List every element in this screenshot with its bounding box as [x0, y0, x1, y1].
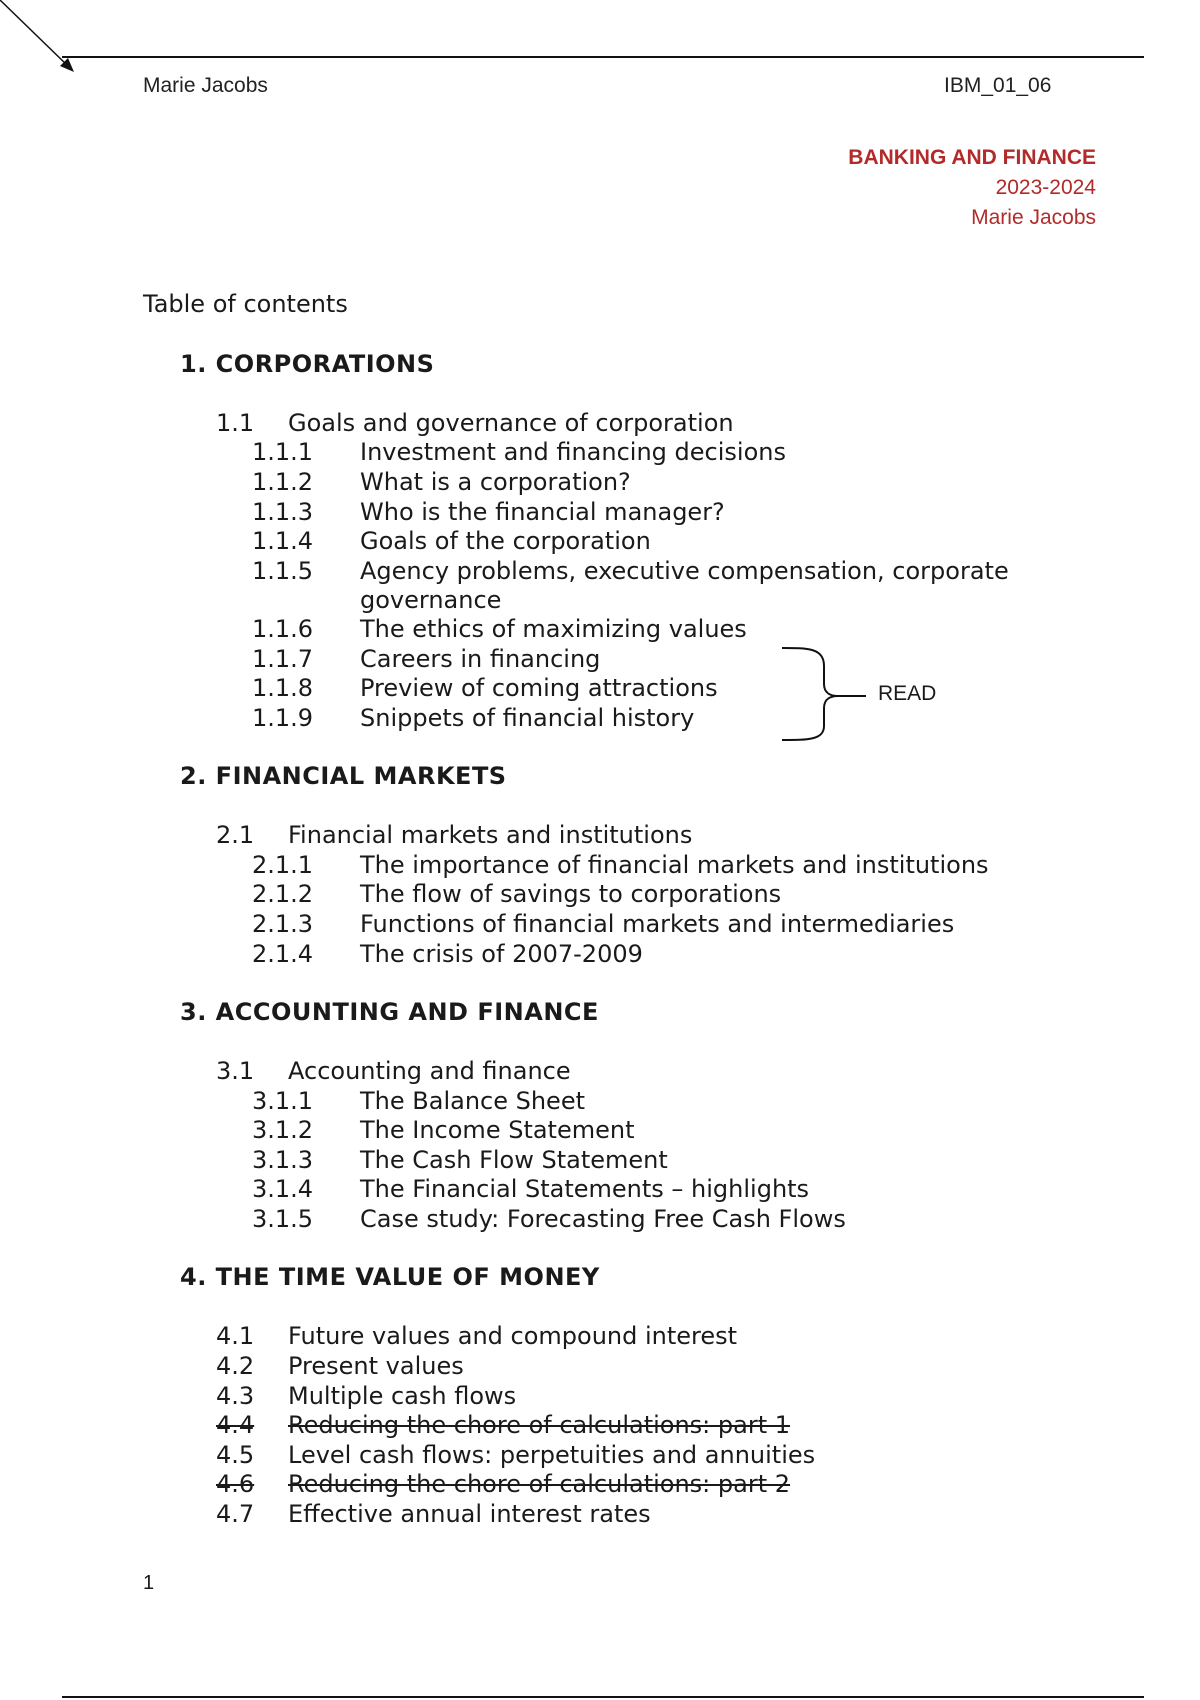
toc-text: What is a corporation? [360, 468, 631, 496]
toc-number: 4.7 [216, 1500, 255, 1528]
toc-number: 3.1.4 [252, 1175, 314, 1203]
corner-arrow-icon [0, 0, 80, 80]
toc-number: 3.1.2 [252, 1116, 314, 1144]
toc-text: The importance of financial markets and institutions [360, 851, 989, 879]
title-author: Marie Jacobs [971, 206, 1096, 229]
toc-number: 3.1 [216, 1057, 255, 1085]
toc-number: 2.1.1 [252, 851, 314, 879]
academic-year: 2023-2024 [995, 176, 1096, 199]
toc-text: Agency problems, executive compensation, corporate governance [360, 557, 1009, 614]
curly-brace-icon [778, 644, 878, 744]
toc-text: Functions of financial markets and intermediaries [360, 910, 955, 938]
toc-number: 1.1 [216, 409, 255, 437]
toc-number: 3.1.1 [252, 1087, 314, 1115]
toc-number: 1.1.5 [252, 557, 314, 585]
read-annotation: READ [878, 682, 937, 705]
toc-text: The flow of savings to corporations [360, 880, 782, 908]
toc-number: 4.1 [216, 1322, 255, 1350]
toc-text: Present values [288, 1352, 464, 1380]
toc-text: The crisis of 2007-2009 [360, 940, 643, 968]
section-heading[interactable]: 4. THE TIME VALUE OF MONEY [180, 1263, 600, 1291]
toc-number: 3.1.3 [252, 1146, 314, 1174]
header-author: Marie Jacobs [143, 74, 268, 97]
section-heading[interactable]: 1. CORPORATIONS [180, 350, 435, 378]
toc-number: 1.1.7 [252, 645, 314, 673]
toc-text: Who is the financial manager? [360, 498, 725, 526]
toc-text: Reducing the chore of calculations: part 1 [288, 1411, 791, 1439]
toc-number: 4.3 [216, 1382, 255, 1410]
toc-text: Investment and financing decisions [360, 438, 786, 466]
toc-text: Level cash flows: perpetuities and annuities [288, 1441, 816, 1469]
toc-number: 1.1.8 [252, 674, 314, 702]
toc-number: 1.1.3 [252, 498, 314, 526]
toc-number: 1.1.4 [252, 527, 314, 555]
toc-number: 1.1.9 [252, 704, 314, 732]
toc-text: The ethics of maximizing values [360, 615, 747, 643]
toc-text: Future values and compound interest [288, 1322, 738, 1350]
title-block [848, 146, 1096, 236]
header-doc-code: IBM_01_06 [944, 74, 1052, 97]
toc-number: 4.2 [216, 1352, 255, 1380]
toc-number: 2.1.2 [252, 880, 314, 908]
toc-text: The Cash Flow Statement [360, 1146, 668, 1174]
toc-text: Preview of coming attractions [360, 674, 718, 702]
toc-number: 4.6 [216, 1470, 255, 1498]
toc-text: Goals of the corporation [360, 527, 651, 555]
toc-number: 1.1.1 [252, 438, 314, 466]
toc-text: Effective annual interest rates [288, 1500, 651, 1528]
toc-number: 2.1.3 [252, 910, 314, 938]
toc-number: 1.1.6 [252, 615, 314, 643]
toc-text: Accounting and finance [288, 1057, 571, 1085]
toc-text: Reducing the chore of calculations: part 2 [288, 1470, 791, 1498]
page-number: 1 [143, 1572, 155, 1594]
toc-text: Careers in financing [360, 645, 601, 673]
toc-text: Case study: Forecasting Free Cash Flows [360, 1205, 846, 1233]
toc-number: 2.1.4 [252, 940, 314, 968]
toc-number: 4.4 [216, 1411, 255, 1439]
toc-text: The Income Statement [360, 1116, 635, 1144]
toc-text: Snippets of financial history [360, 704, 695, 732]
toc-text: The Financial Statements – highlights [360, 1175, 810, 1203]
section-heading[interactable]: 3. ACCOUNTING AND FINANCE [180, 998, 599, 1026]
toc-text: Financial markets and institutions [288, 821, 693, 849]
toc-heading: Table of contents [143, 290, 348, 318]
toc-text: Multiple cash flows [288, 1382, 517, 1410]
course-title: BANKING AND FINANCE [848, 146, 1096, 169]
toc-text: Goals and governance of corporation [288, 409, 734, 437]
toc-number: 3.1.5 [252, 1205, 314, 1233]
toc-number: 4.5 [216, 1441, 255, 1469]
section-heading[interactable]: 2. FINANCIAL MARKETS [180, 762, 507, 790]
toc-number: 1.1.2 [252, 468, 314, 496]
toc-text: The Balance Sheet [360, 1087, 585, 1115]
header-rule [62, 56, 1144, 58]
toc-number: 2.1 [216, 821, 255, 849]
footer-rule [62, 1696, 1144, 1698]
